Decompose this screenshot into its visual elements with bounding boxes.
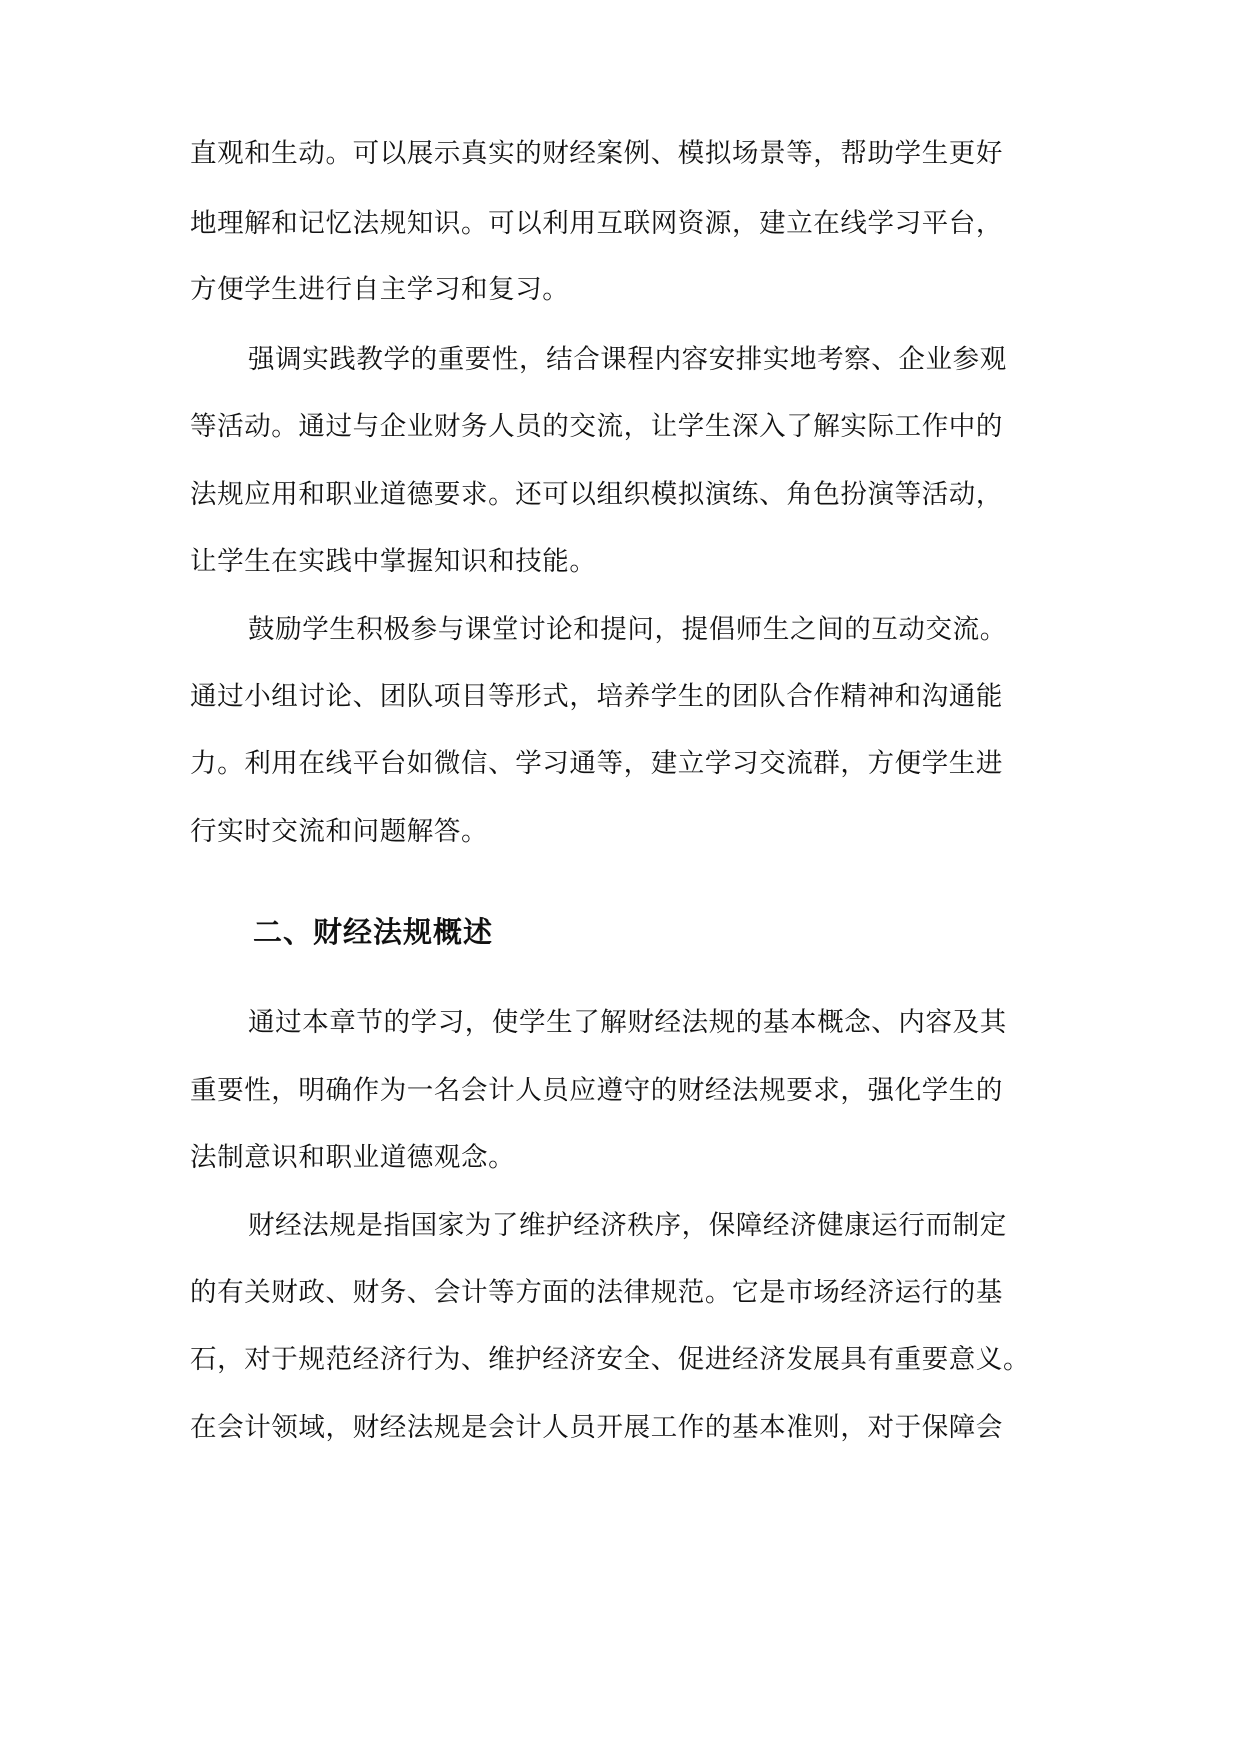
paragraph-3-line-2: 通过小组讨论、团队项目等形式，培养学生的团队合作精神和沟通能 bbox=[190, 681, 1003, 712]
paragraph-2-line-3: 法规应用和职业道德要求。还可以组织模拟演练、角色扮演等活动， bbox=[190, 479, 1003, 510]
section-paragraph-1-line-1: 通过本章节的学习，使学生了解财经法规的基本概念、内容及其 bbox=[248, 1007, 1007, 1038]
paragraph-2-line-2: 等活动。通过与企业财务人员的交流，让学生深入了解实际工作中的 bbox=[190, 411, 1003, 442]
section-paragraph-1-line-3: 法制意识和职业道德观念。 bbox=[190, 1142, 516, 1173]
paragraph-2-line-4: 让学生在实践中掌握知识和技能。 bbox=[190, 546, 597, 577]
paragraph-1-line-1: 直观和生动。可以展示真实的财经案例、模拟场景等，帮助学生更好 bbox=[190, 138, 1003, 169]
section-paragraph-1-line-2: 重要性，明确作为一名会计人员应遵守的财经法规要求，强化学生的 bbox=[190, 1075, 1003, 1106]
section-paragraph-2-line-1: 财经法规是指国家为了维护经济秩序，保障经济健康运行而制定 bbox=[248, 1210, 1007, 1241]
section-paragraph-2-line-2: 的有关财政、财务、会计等方面的法律规范。它是市场经济运行的基 bbox=[190, 1277, 1003, 1308]
section-paragraph-2-line-4: 在会计领域，财经法规是会计人员开展工作的基本准则，对于保障会 bbox=[190, 1412, 1003, 1443]
paragraph-3-line-3: 力。利用在线平台如微信、学习通等，建立学习交流群，方便学生进 bbox=[190, 748, 1003, 779]
paragraph-3-line-1: 鼓励学生积极参与课堂讨论和提问，提倡师生之间的互动交流。 bbox=[248, 614, 1007, 645]
paragraph-2-line-1: 强调实践教学的重要性，结合课程内容安排实地考察、企业参观 bbox=[248, 344, 1007, 375]
section-paragraph-2-line-3: 石，对于规范经济行为、维护经济安全、促进经济发展具有重要意义。 bbox=[190, 1344, 1031, 1375]
paragraph-3-line-4: 行实时交流和问题解答。 bbox=[190, 816, 489, 847]
paragraph-1-line-3: 方便学生进行自主学习和复习。 bbox=[190, 274, 570, 305]
section-heading: 二、财经法规概述 bbox=[253, 915, 494, 949]
paragraph-1-line-2: 地理解和记忆法规知识。可以利用互联网资源，建立在线学习平台， bbox=[190, 208, 1003, 239]
